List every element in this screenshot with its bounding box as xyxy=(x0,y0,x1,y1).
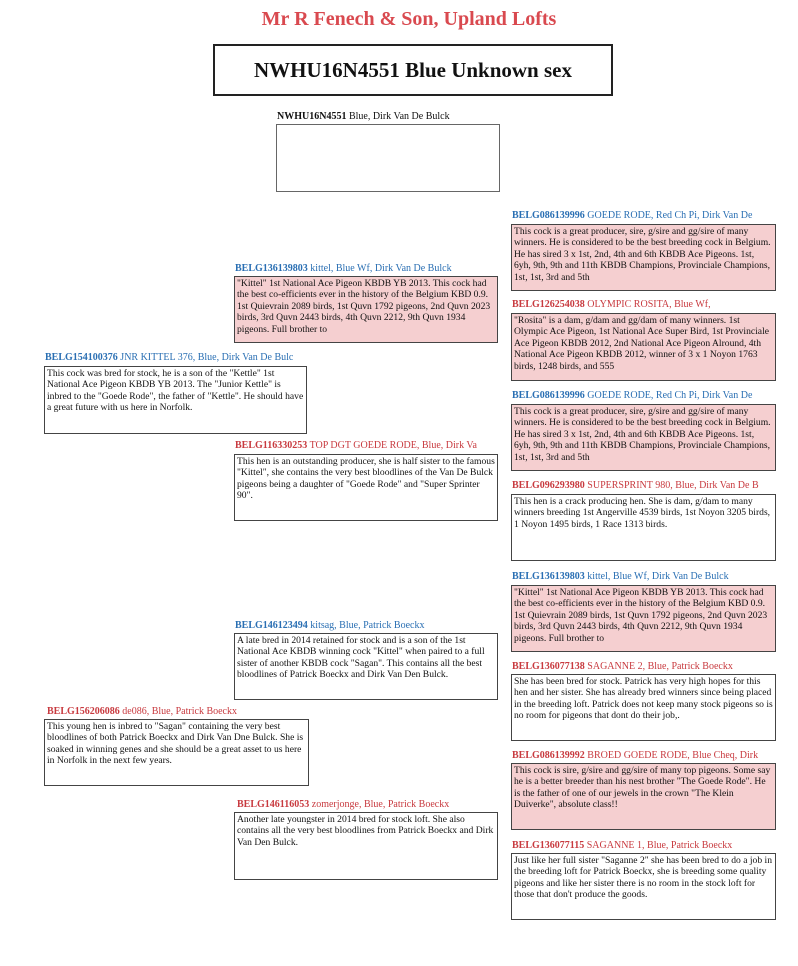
pigeon-details: SAGANNE 1, Blue, Patrick Boeckx xyxy=(584,840,733,851)
pigeon-details: kittel, Blue Wf, Dirk Van De Bulck xyxy=(307,263,452,274)
ring-number: BELG116330253 xyxy=(235,440,308,451)
dam-sire-dam-header xyxy=(512,661,798,672)
subject-description xyxy=(276,124,500,192)
loft-title: Mr R Fenech & Son, Upland Lofts xyxy=(261,8,557,30)
dam-sire-header xyxy=(235,620,515,631)
ring-number: BELG136139803 xyxy=(235,263,308,274)
pigeon-details: kittel, Blue Wf, Dirk Van De Bulck xyxy=(584,571,729,582)
ring-number: BELG156206086 xyxy=(47,706,120,717)
dam-dam-sire-description: This cock is sire, g/sire and gg/sire of many top pigeons. Some say he is a better breeder than his nest brother "The Goede Rode". He is the father of one of our jewels in the crown "The Klein Duiverke", absolute class!! xyxy=(511,763,776,830)
pigeon-details: kitsag, Blue, Patrick Boeckx xyxy=(307,620,425,631)
ring-number: BELG126254038 xyxy=(512,299,585,310)
dam-sire-sire-header xyxy=(512,571,798,582)
sire-dam-header xyxy=(235,440,515,451)
sire-sire-description: "Kittel" 1st National Ace Pigeon KBDB YB 2013. This cock had the best co-efficients ever in the history of the Belgium KBD 0.9. 1st Quievrain 2089 birds, 1st Quvn 1792 pigeons, 2nd Quvn 2023 birds, 3rd Quvn 2443 birds, 4th Quvn 2212, 9th Quvn 1934 pigeons. Full brother to xyxy=(234,276,498,343)
sire-header xyxy=(45,352,323,363)
pigeon-details: SUPERSPRINT 980, Blue, Dirk Van De B xyxy=(584,480,759,491)
pigeon-details: GOEDE RODE, Red Ch Pi, Dirk Van De xyxy=(584,210,753,221)
pigeon-details: GOEDE RODE, Red Ch Pi, Dirk Van De xyxy=(584,390,753,401)
sire-sire-header xyxy=(235,263,515,274)
dam-dam-sire-header xyxy=(512,750,798,761)
dam-sire-dam-description: She has been bred for stock. Patrick has very high hopes for this hen and her sister. She has already bred winners since being placed in the breeding loft. Patrick does not keep many stock pigeons so is no room for pigeons that dont do their job,. xyxy=(511,674,776,741)
sire-sire-dam-description: "Rosita" is a dam, g/dam and gg/dam of many winners. 1st Olympic Ace Pigeon, 1st National Ace Super Bird, 1st Provinciale Ace Pigeon KBDB 2012, 2nd National Ace Pigeon Alround, 4th National Ace Pigeon KBDB 2012, winner of 3 x 1 Noyon 1763 birds, 1248 birds, and 555 xyxy=(511,313,776,381)
sire-dam-sire-description: This cock is a great producer, sire, g/sire and gg/sire of many winners. He is considered to be the best breeding cock in Belgium. He has sired 3 x 1st, 2nd, 4th and 6th KBDB Ace Pigeons. 1st, 6yh, 9th, 9th and 11th KBDB Champions, Provinciale Champions, 1st, 1st, 3rd and 5th xyxy=(511,404,776,471)
ring-number: BELG096293980 xyxy=(512,480,585,491)
ring-number: BELG086139996 xyxy=(512,210,585,221)
sire-dam-dam-description: This hen is a crack producing hen. She is dam, g/dam to many winners breeding 1st Angerville 4539 birds, 1st Noyon 3205 birds, 1 Noyon 1495 birds, 1 Race 1313 birds. xyxy=(511,494,776,561)
ring-number: BELG086139996 xyxy=(512,390,585,401)
sire-dam-sire-header xyxy=(512,390,798,401)
dam-dam-dam-header xyxy=(512,840,798,851)
ring-number: BELG146116053 xyxy=(237,799,310,810)
sire-dam-description: This hen is an outstanding producer, she is half sister to the famous "Kittel", she contains the very best bloodlines of the Van De Bulck pigeons being a daughter of "Goede Rode" and "Super Sprinter 90". xyxy=(234,454,498,521)
sire-description: This cock was bred for stock, he is a son of the "Kettle" 1st National Ace Pigeon KBDB YB 2013. The "Junior Kettle" is inbred to the "Goede Rode", the father of "Kettle". He should have a great future with us here in Norfolk. xyxy=(44,366,307,434)
ring-number: BELG146123494 xyxy=(235,620,308,631)
ring-number: BELG154100376 xyxy=(45,352,118,363)
pigeon-details: OLYMPIC ROSITA, Blue Wf, xyxy=(584,299,711,310)
ring-number: BELG136077115 xyxy=(512,840,585,851)
ring-number: BELG086139992 xyxy=(512,750,585,761)
sire-dam-dam-header xyxy=(512,480,798,491)
pigeon-details: TOP DGT GOEDE RODE, Blue, Dirk Va xyxy=(307,440,477,451)
dam-sire-sire-description: "Kittel" 1st National Ace Pigeon KBDB YB 2013. This cock had the best co-efficients ever in the history of the Belgium KBD 0.9. 1st Quievrain 2089 birds, 1st Quvn 1792 pigeons, 2nd Quvn 2023 birds, 3rd Quvn 2443 birds, 4th Quvn 2212, 9th Quvn 1934 pigeons. Full brother to xyxy=(511,585,776,652)
dam-description: This young hen is inbred to "Sagan" containing the very best bloodlines of both Patrick Boeckx and Dirk Van Dne Bulck. She is soaked in winning genes and she should be a great asset to us here in Norfolk in the next few years. xyxy=(44,719,309,786)
pigeon-details: Blue, Dirk Van De Bulck xyxy=(346,111,450,122)
pigeon-details: de086, Blue, Patrick Boeckx xyxy=(119,706,237,717)
subject-header xyxy=(277,111,450,122)
subject-title-box: NWHU16N4551 Blue Unknown sex xyxy=(213,44,613,96)
pigeon-details: SAGANNE 2, Blue, Patrick Boeckx xyxy=(584,661,733,672)
ring-number: BELG136077138 xyxy=(512,661,585,672)
ring-number: NWHU16N4551 xyxy=(277,111,347,122)
sire-sire-dam-header xyxy=(512,299,798,310)
dam-dam-dam-description: Just like her full sister "Saganne 2" she has been bred to do a job in the breeding loft for Patrick Boeckx, she is breeding some quality pigeons and like her sister there is no room in the stock loft for those that don't produce the goods. xyxy=(511,853,776,920)
pigeon-details: BROED GOEDE RODE, Blue Cheq, Dirk xyxy=(584,750,759,761)
dam-dam-description: Another late youngster in 2014 bred for stock loft. She also contains all the very best bloodlines from Patrick Boeckx and Dirk Van Den Bulck. xyxy=(234,812,498,880)
dam-dam-header xyxy=(237,799,517,810)
dam-header xyxy=(47,706,317,717)
ring-number: BELG136139803 xyxy=(512,571,585,582)
dam-sire-description: A late bred in 2014 retained for stock and is a son of the 1st National Ace KBDB winning cock "Kittel" when paired to a full sister of another KBDB cock "Sagan". This contains all the best bloodlines of Patrick Boeckx and Dirk Van Den Bulck. xyxy=(234,633,498,700)
pigeon-details: zomerjonge, Blue, Patrick Boeckx xyxy=(309,799,450,810)
pigeon-details: JNR KITTEL 376, Blue, Dirk Van De Bulc xyxy=(117,352,294,363)
sire-sire-sire-description: This cock is a great producer, sire, g/sire and gg/sire of many winners. He is considered to be the best breeding cock in Belgium. He has sired 3 x 1st, 2nd, 4th and 6th KBDB Ace Pigeons. 1st, 6yh, 9th, 9th and 11th KBDB Champions, Provinciale Champions, 1st, 1st, 3rd and 5th xyxy=(511,224,776,291)
sire-sire-sire-header xyxy=(512,210,798,221)
